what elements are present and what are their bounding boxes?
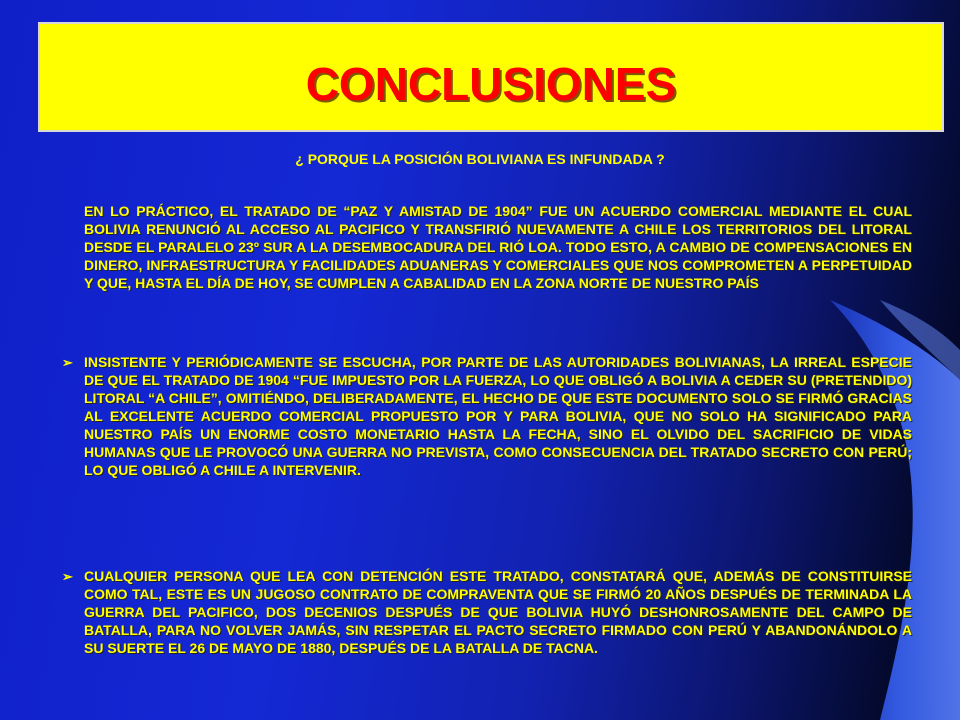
- bullet-paragraph-1: INSISTENTE Y PERIÓDICAMENTE SE ESCUCHA, POR PARTE DE LAS AUTORIDADES BOLIVIANAS, LA IRREAL ESPECIE DE QUE EL TRATADO DE 1904 “FUE IMPUESTO POR LA FUERZA, LO QUE OBLIGÓ A BOLIVIA A CEDER SU (PRETENDIDO) LITORAL “A CHILE”, OMITIÉNDO, DELIBERADAMENTE, EL HECHO DE QUE ESTE DOCUMENTO SOLO SE FIRMÓ GRACIAS AL EXCELENTE ACUERDO COMERCIAL PROPUESTO POR Y PARA BOLIVIA, QUE NO SOLO HA SIGNIFICADO PARA NUESTRO PAÍS UN ENORME COSTO MONETARIO HASTA LA FECHA, SINO EL OLVIDO DEL SACRIFICIO DE VIDAS HUMANAS QUE LE PROVOCÓ UNA GUERRA NO PREVISTA, COMO CONSECUENCIA DEL TRATADO SECRETO CON PERÚ; LO QUE OBLIGÓ A CHILE A INTERVENIR.: [84, 354, 912, 478]
- bullet-paragraph-2: CUALQUIER PERSONA QUE LEA CON DETENCIÓN ESTE TRATADO, CONSTATARÁ QUE, ADEMÁS DE CONSTITUIRSE COMO TAL, ESTE ES UN JUGOSO CONTRATO DE COMPRAVENTA QUE SE FIRMÓ 20 AÑOS DESPUÉS DE TERMINADA LA GUERRA DEL PACIFICO, DOS DECENIOS DESPUÉS DE QUE BOLIVIA HUYÓ DESHONROSAMENTE DEL CAMPO DE BATALLA, PARA NO VOLVER JAMÁS, SIN RESPETAR EL PACTO SECRETO FIRMADO CON PERÚ Y ABANDONÁNDOLO A SU SUERTE EL 26 DE MAYO DE 1880, DESPUÉS DE LA BATALLA DE TACNA.: [84, 568, 912, 656]
- subtitle-question: ¿ PORQUE LA POSICIÓN BOLIVIANA ES INFUNDADA ?: [295, 151, 665, 167]
- arrow-bullet-icon: ➢: [62, 569, 73, 584]
- slide-title: CONCLUSIONES: [305, 58, 677, 110]
- title-banner: [38, 22, 944, 132]
- arrow-bullet-icon: ➢: [62, 355, 73, 370]
- intro-paragraph: EN LO PRÁCTICO, EL TRATADO DE “PAZ Y AMISTAD DE 1904” FUE UN ACUERDO COMERCIAL MEDIANTE EL CUAL BOLIVIA RENUNCIÓ AL ACCESO AL PACIFICO Y TRANSFIRIÓ NUEVAMENTE A CHILE LOS TERRITORIOS DEL LITORAL DESDE EL PARALELO 23º SUR A LA DESEMBOCADURA DEL RIÓ LOA. TODO ESTO, A CAMBIO DE COMPENSACIONES EN DINERO, INFRAESTRUCTURA Y FACILIDADES ADUANERAS Y COMERCIALES QUE NOS COMPROMETEN A PERPETUIDAD Y QUE, HASTA EL DÍA DE HOY, SE CUMPLEN A CABALIDAD EN LA ZONA NORTE DE NUESTRO PAÍS: [84, 203, 912, 291]
